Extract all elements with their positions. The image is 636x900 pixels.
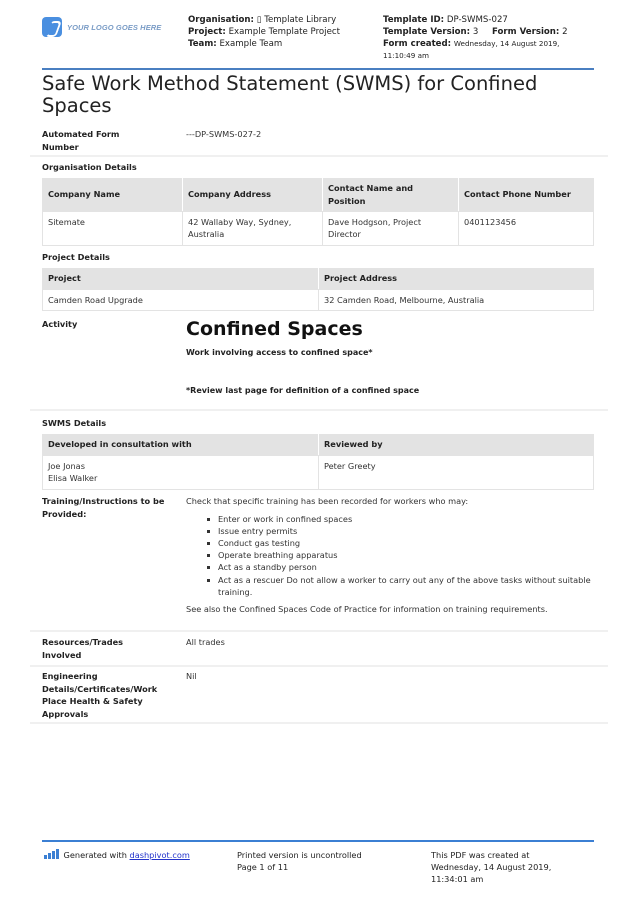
column-header: Company Name bbox=[43, 178, 183, 211]
column-header: Reviewed by bbox=[319, 434, 594, 455]
company-address-cell: 42 Wallaby Way, Sydney, Australia bbox=[183, 211, 323, 245]
document-header bbox=[42, 14, 594, 68]
header-org-info bbox=[188, 14, 340, 50]
divider bbox=[30, 630, 608, 632]
divider bbox=[30, 722, 608, 724]
list-item: Enter or work in confined spaces bbox=[206, 513, 594, 525]
page-number: Page 1 of 11 bbox=[237, 862, 289, 872]
form-created-value: Wednesday, 14 August 2019, bbox=[453, 39, 560, 48]
contact-phone-cell: 0401123456 bbox=[459, 211, 594, 245]
uncontrolled-notice: Printed version is uncontrolled bbox=[237, 850, 362, 860]
section-heading: Project Details bbox=[42, 252, 110, 262]
training-list bbox=[206, 513, 594, 598]
template-version-value: 3 bbox=[472, 27, 479, 37]
list-item: Conduct gas testing bbox=[206, 537, 594, 549]
page-title: Safe Work Method Statement (SWMS) for Confined Spaces bbox=[42, 72, 538, 117]
footer-generated bbox=[44, 849, 190, 861]
column-header: Contact Name and Position bbox=[323, 178, 459, 211]
activity-note: *Review last page for definition of a confined space bbox=[186, 386, 420, 395]
form-created-label: Form created: bbox=[383, 39, 452, 49]
logo-text: YOUR LOGO GOES HERE bbox=[67, 22, 162, 32]
training-footer: See also the Confined Spaces Code of Practice for information on training requirements. bbox=[186, 604, 548, 615]
project-label: Project: bbox=[188, 27, 226, 37]
activity-row bbox=[42, 318, 594, 408]
team-value: Example Team bbox=[219, 39, 283, 49]
column-header: Developed in consultation with bbox=[43, 434, 319, 455]
organisation-table bbox=[42, 178, 594, 246]
project-details-section bbox=[42, 251, 594, 311]
column-header: Project Address bbox=[319, 268, 594, 289]
project-table bbox=[42, 268, 594, 312]
team-label: Team: bbox=[188, 39, 217, 49]
resources-value: All trades bbox=[186, 637, 225, 647]
template-version-label: Template Version: bbox=[383, 27, 471, 37]
template-id-label: Template ID: bbox=[383, 15, 445, 25]
list-item: Act as a rescuer Do not allow a worker to carry out any of the above tasks without suitable training. bbox=[206, 574, 594, 598]
organisation-label: Organisation: bbox=[188, 15, 254, 25]
organisation-details-section bbox=[42, 161, 594, 246]
list-item: Issue entry permits bbox=[206, 525, 594, 537]
training-row bbox=[42, 495, 594, 625]
logo-icon bbox=[42, 17, 62, 37]
column-header: Project bbox=[43, 268, 319, 289]
generated-prefix: Generated with bbox=[63, 850, 130, 860]
training-content bbox=[186, 495, 594, 616]
table-row bbox=[43, 211, 594, 245]
organisation-line bbox=[188, 14, 340, 26]
table-row bbox=[43, 455, 594, 489]
pdf-created-label: This PDF was created at bbox=[431, 850, 530, 860]
activity-title: Confined Spaces bbox=[186, 318, 363, 340]
form-created-time: 11:10:49 am bbox=[383, 51, 429, 60]
project-value: Example Template Project bbox=[228, 27, 340, 37]
company-name-cell: Sitemate bbox=[43, 211, 183, 245]
project-line bbox=[188, 26, 340, 38]
team-line bbox=[188, 38, 340, 50]
column-header: Company Address bbox=[183, 178, 323, 211]
form-created-line bbox=[383, 38, 568, 50]
column-header: Contact Phone Number bbox=[459, 178, 594, 211]
training-label: Training/Instructions to be Provided: bbox=[42, 496, 165, 519]
developed-with-cell bbox=[43, 455, 319, 489]
section-heading: SWMS Details bbox=[42, 418, 107, 428]
pdf-created-date: Wednesday, 14 August 2019, bbox=[431, 862, 552, 872]
organisation-value: ▯ Template Library bbox=[256, 15, 337, 25]
header-divider bbox=[42, 68, 594, 70]
table-header-row bbox=[43, 178, 594, 211]
divider bbox=[30, 665, 608, 667]
resources-label: Resources/Trades Involved bbox=[42, 637, 124, 660]
table-header-row bbox=[43, 434, 594, 455]
divider bbox=[30, 409, 608, 411]
table-header-row bbox=[43, 268, 594, 289]
list-item: Act as a standby person bbox=[206, 561, 594, 573]
swms-details-section bbox=[42, 417, 594, 490]
divider bbox=[30, 155, 608, 157]
version-line bbox=[383, 26, 568, 38]
consultant-name: Joe Jonas bbox=[48, 460, 85, 471]
project-cell: Camden Road Upgrade bbox=[43, 289, 319, 311]
swms-table bbox=[42, 434, 594, 490]
training-intro: Check that specific training has been recorded for workers who may: bbox=[186, 496, 469, 506]
list-item: Operate breathing apparatus bbox=[206, 549, 594, 561]
activity-label: Activity bbox=[42, 319, 78, 329]
activity-subtitle: Work involving access to confined space* bbox=[186, 348, 373, 357]
footer-divider bbox=[42, 840, 594, 842]
header-template-info bbox=[383, 14, 568, 62]
engineering-row bbox=[42, 670, 594, 722]
dashpivot-link[interactable]: dashpivot.com bbox=[129, 850, 190, 860]
engineering-label: Engineering Details/Certificates/Work Place Health & Safety Approvals bbox=[42, 671, 158, 719]
section-heading: Organisation Details bbox=[42, 162, 137, 172]
contact-name-cell: Dave Hodgson, Project Director bbox=[323, 211, 459, 245]
table-row bbox=[43, 289, 594, 311]
form-number-label: Automated Form Number bbox=[42, 129, 120, 152]
footer-pdf-created bbox=[431, 849, 551, 885]
form-number-value: ---DP-SWMS-027-2 bbox=[186, 129, 262, 139]
footer-print-info bbox=[237, 849, 362, 873]
chart-bars-icon bbox=[44, 849, 59, 859]
form-version-label: Form Version: bbox=[491, 27, 560, 37]
template-id-value: DP-SWMS-027 bbox=[446, 15, 508, 25]
engineering-value: Nil bbox=[186, 671, 197, 681]
resources-row bbox=[42, 636, 594, 664]
project-address-cell: 32 Camden Road, Melbourne, Australia bbox=[319, 289, 594, 311]
form-number-row bbox=[42, 128, 594, 154]
activity-content bbox=[186, 318, 419, 397]
pdf-created-time: 11:34:01 am bbox=[431, 874, 484, 884]
template-id-line bbox=[383, 14, 568, 26]
form-version-value: 2 bbox=[562, 27, 568, 37]
logo bbox=[42, 17, 161, 37]
reviewed-by-cell: Peter Greety bbox=[319, 455, 594, 489]
consultant-name: Elisa Walker bbox=[48, 473, 98, 484]
